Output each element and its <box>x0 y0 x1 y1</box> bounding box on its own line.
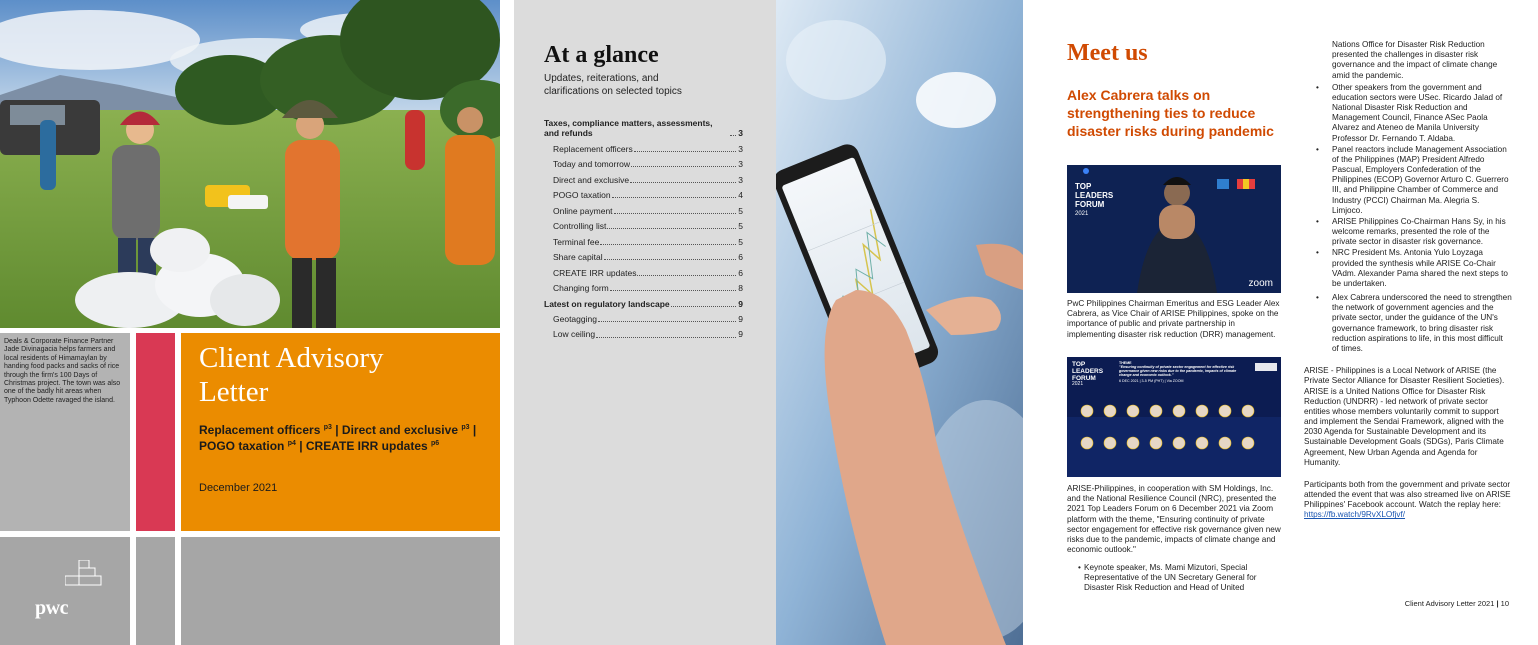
toc-leader-dots <box>604 259 736 260</box>
toc-label: Share capital <box>553 252 603 263</box>
at-a-glance-page <box>514 0 1023 645</box>
subtitle-topic: | POGO taxation <box>199 423 477 454</box>
toc-label: Low ceiling <box>553 329 596 340</box>
toc-leader-dots <box>631 166 736 167</box>
right-column <box>1302 40 1512 521</box>
toc-page-number: 5 <box>738 221 743 232</box>
subtitle-page-ref: p6 <box>431 440 440 448</box>
toc-page-number: 9 <box>738 298 743 309</box>
bullet-item: • Alex Cabrera underscored the need to strengthen the network of government agencies and the private sector, under the guidance of the UN's governance framework, to bring disaster risk reduction aspirations to life, in this most difficult of times. <box>1302 293 1512 354</box>
title-tile <box>181 333 500 531</box>
toc-leader-dots <box>598 321 736 322</box>
toc-label: Direct and exclusive <box>553 174 630 185</box>
toc-entry-row[interactable] <box>544 159 743 169</box>
toc-page-number: 6 <box>738 267 743 278</box>
zoom-screenshot <box>1067 165 1281 293</box>
toc-page-number: 4 <box>738 190 743 201</box>
toc-entry-row[interactable] <box>544 252 743 262</box>
brand-line: FORUM <box>1075 199 1105 209</box>
pwc-logo-mark-icon <box>65 560 103 586</box>
brand-year: 2021 <box>1072 381 1084 388</box>
bullet-text: Keynote speaker, Ms. Mami Mizutori, Special Representative of the UN Secretary General for Disaster Risk Reduction and Head of United <box>1084 563 1257 593</box>
grey-tile <box>136 537 175 645</box>
page-number: 10 <box>1500 599 1509 608</box>
bullet-icon: • <box>1078 563 1081 572</box>
zoom-watermark: zoom <box>1248 278 1273 289</box>
toc-leader-dots <box>730 135 736 136</box>
toc-label: Geotagging <box>553 314 597 324</box>
phone-photo <box>776 0 1023 645</box>
theme-text: "Ensuring continuity of private sector engagement for effective risk governance given new risks due to the pandemic, impacts of climate change and economic outlook." <box>1119 365 1237 378</box>
paragraph <box>1302 480 1512 521</box>
toc-leader-dots <box>610 290 736 291</box>
photo-caption: Deals & Corporate Finance Partner Jade Divinagacia helps farmers and local residents of Himamaylan by handing food packs and sacks of rice through the firm's 100 Days of Christmas project. The town was also one of the badly hit areas when Typhoon Odette ravaged the island. <box>4 338 121 404</box>
pwc-logo <box>35 560 105 620</box>
brand-line: TOP <box>1072 361 1086 368</box>
toc-page-number: 6 <box>738 252 743 263</box>
date-line: 6 DEC 2021 | 3-5 PM (PHT) | Via ZOOM <box>1119 378 1184 383</box>
toc-label: Today and tomorrow <box>553 159 631 170</box>
brand-line: TOP <box>1075 182 1092 191</box>
toc-entry-row[interactable] <box>544 144 743 154</box>
toc-page-number: 3 <box>738 143 743 154</box>
toc-leader-dots <box>596 337 736 338</box>
toc-leader-dots <box>612 197 736 198</box>
cover-title-line1: Client Advisory <box>199 342 384 374</box>
toc-entry-row[interactable] <box>544 268 743 278</box>
grey-tile <box>181 537 500 645</box>
toc-label: Controlling list <box>553 221 607 232</box>
bullet-item: • ARISE Philippines Co-Chairman Hans Sy, in his welcome remarks, presented the role of the private sector in disaster risk governance. <box>1302 217 1512 248</box>
toc-leader-dots <box>637 275 736 276</box>
bullet-continuation: Nations Office for Disaster Risk Reduction presented the challenges in disaster risk governance and the impact of climate change amid the pandemic. <box>1332 40 1498 80</box>
toc-entry-row[interactable] <box>544 175 743 185</box>
photo-caption-tile <box>0 333 130 531</box>
cover-photo <box>0 0 500 328</box>
toc-entry-row[interactable] <box>544 221 743 231</box>
bullet-item: • Panel reactors include Management Association of the Philippines (MAP) President Alfredo Pascual, Employers Confederation of the Philippines (ECOP) Governor Arturo C. Guerrero III, and Philippine Chamber of Commerce and Industry (PCCI) Chairman Ma. Alegria S. Limjoco. <box>1302 145 1512 216</box>
cover-title <box>199 341 482 409</box>
toc-label: Changing form <box>553 283 609 294</box>
toc-leader-dots <box>671 306 736 307</box>
toc-label: Taxes, compliance matters, assessments, and refunds <box>544 118 713 139</box>
toc-entry-row[interactable] <box>544 237 743 247</box>
toc-page-number: 3 <box>738 159 743 170</box>
meet-us-page <box>1038 0 1538 645</box>
toc-leader-dots <box>614 213 736 214</box>
toc-column <box>514 0 774 645</box>
zoom-brand <box>1075 183 1113 218</box>
toc-page-number: 8 <box>738 283 743 294</box>
toc-page-number: 9 <box>738 314 743 324</box>
subtitle-topic: | Direct and exclusive <box>331 423 462 438</box>
forum-brand <box>1072 362 1103 388</box>
toc-section-row[interactable] <box>544 299 743 309</box>
bullet-item <box>1078 563 1284 594</box>
toc-entry-row[interactable] <box>544 206 743 216</box>
paragraph: ARISE-Philippines, in cooperation with SM Holdings, Inc. and the National Resilience Council (NRC), presented the 2021 Top Leaders Forum on 6 December 2021 via Zoom platform with the theme, "Ensuring continuity of private sector engagement for effective risk governance given new risks due to the pandemic, impacts of climate change and economic outlook." <box>1067 484 1281 555</box>
article-title: Alex Cabrera talks on strengthening ties to reduce disaster risks during pandemic <box>1067 87 1274 140</box>
toc-leader-dots <box>634 151 736 152</box>
page-title: Meet us <box>1067 40 1148 66</box>
table-of-contents <box>544 118 743 340</box>
bullet-list <box>1302 83 1512 354</box>
paragraph: ARISE - Philippines is a Local Network of ARISE (the Private Sector Alliance for Disaster Resilient Societies). ARISE is a United Nations Office for Disaster Risk Reduction (UNDRR) - led network of private sector entities whose members voluntarily commit to support and implement the Sendai Framework, aligned with the 2030 Agenda for Sustainable Development and its Sustainable Development Goals (SDGs), Paris Climate Agreement, New Urban Agenda and Agenda for Humanity. <box>1304 366 1505 467</box>
cover-subtitle <box>199 423 482 454</box>
toc-label: POGO taxation <box>553 190 611 201</box>
brand-year: 2021 <box>1075 211 1089 218</box>
forum-banner <box>1067 357 1281 477</box>
toc-leader-dots <box>630 182 736 183</box>
toc-label: Latest on regulatory landscape <box>544 298 670 309</box>
subtitle-topic: | CREATE IRR updates <box>295 439 432 454</box>
toc-label: Replacement officers <box>553 143 633 154</box>
toc-entry-row[interactable] <box>544 283 743 293</box>
toc-page-number: 3 <box>738 128 743 139</box>
replay-link[interactable]: https://fb.watch/9RvXLOfjvf/ <box>1304 510 1406 520</box>
subtitle-page-ref: p4 <box>287 440 296 448</box>
bullet-item: • Other speakers from the government and education sectors were USec. Ricardo Jalad of National Disaster Risk Reduction and Management Council, Finance ASec Paola Alvarez and Ateneo de Manila University Professor Dr. Fernando T. Aldaba. <box>1302 83 1512 144</box>
page-title: At a glance <box>544 42 659 68</box>
page-footer: Client Advisory Letter 2021 | 10 <box>1404 599 1509 608</box>
cover-title-line2: Letter <box>199 376 269 409</box>
toc-label: Terminal fee <box>553 236 600 247</box>
toc-leader-dots <box>607 228 736 229</box>
toc-entry-row[interactable] <box>544 314 743 324</box>
bullet-item: • NRC President Ms. Antonia Yulo Loyzaga provided the synthesis while ARISE Co-Chair VAdm. Alexander Pama shared the next steps to be undertaken. <box>1302 248 1512 289</box>
toc-page-number: 5 <box>738 236 743 247</box>
toc-entry-row[interactable] <box>544 329 743 339</box>
subtitle-topic: Replacement officers <box>199 423 321 438</box>
brand-line: LEADERS <box>1075 190 1114 200</box>
footer-text: Client Advisory Letter 2021 <box>1404 599 1495 608</box>
toc-section-row[interactable] <box>544 118 743 138</box>
subtitle-page-ref: p3 <box>461 424 470 432</box>
page-subtitle: Updates, reiterations, and clarifications on selected topics <box>544 73 682 97</box>
toc-page-number: 3 <box>738 174 743 185</box>
toc-label: Online payment <box>553 205 613 216</box>
subtitle-page-ref: p3 <box>323 424 332 432</box>
toc-leader-dots <box>600 244 736 245</box>
toc-page-number: 9 <box>738 329 743 340</box>
toc-label: CREATE IRR updates <box>553 267 637 278</box>
theme-label: THEME <box>1119 361 1132 365</box>
pwc-logo-text: pwc <box>35 597 68 619</box>
rose-accent-tile <box>136 333 175 531</box>
cover-page <box>0 0 500 645</box>
paragraph-text: Participants both from the government and private sector attended the event that was also streamed live on ARISE Philippines' Facebook account. Watch the replay here: <box>1304 479 1511 510</box>
toc-entry-row[interactable] <box>544 190 743 200</box>
cover-date: December 2021 <box>199 481 278 494</box>
brand-line: LEADERS <box>1072 367 1104 375</box>
toc-page-number: 5 <box>738 205 743 216</box>
brand-line: FORUM <box>1072 374 1096 382</box>
paragraph: PwC Philippines Chairman Emeritus and ESG Leader Alex Cabrera, as Vice Chair of ARISE Philippines, spoke on the importance of public and private partnership in implementing disaster risk reduction (DRR) management. <box>1067 299 1280 339</box>
forum-theme <box>1119 361 1249 383</box>
